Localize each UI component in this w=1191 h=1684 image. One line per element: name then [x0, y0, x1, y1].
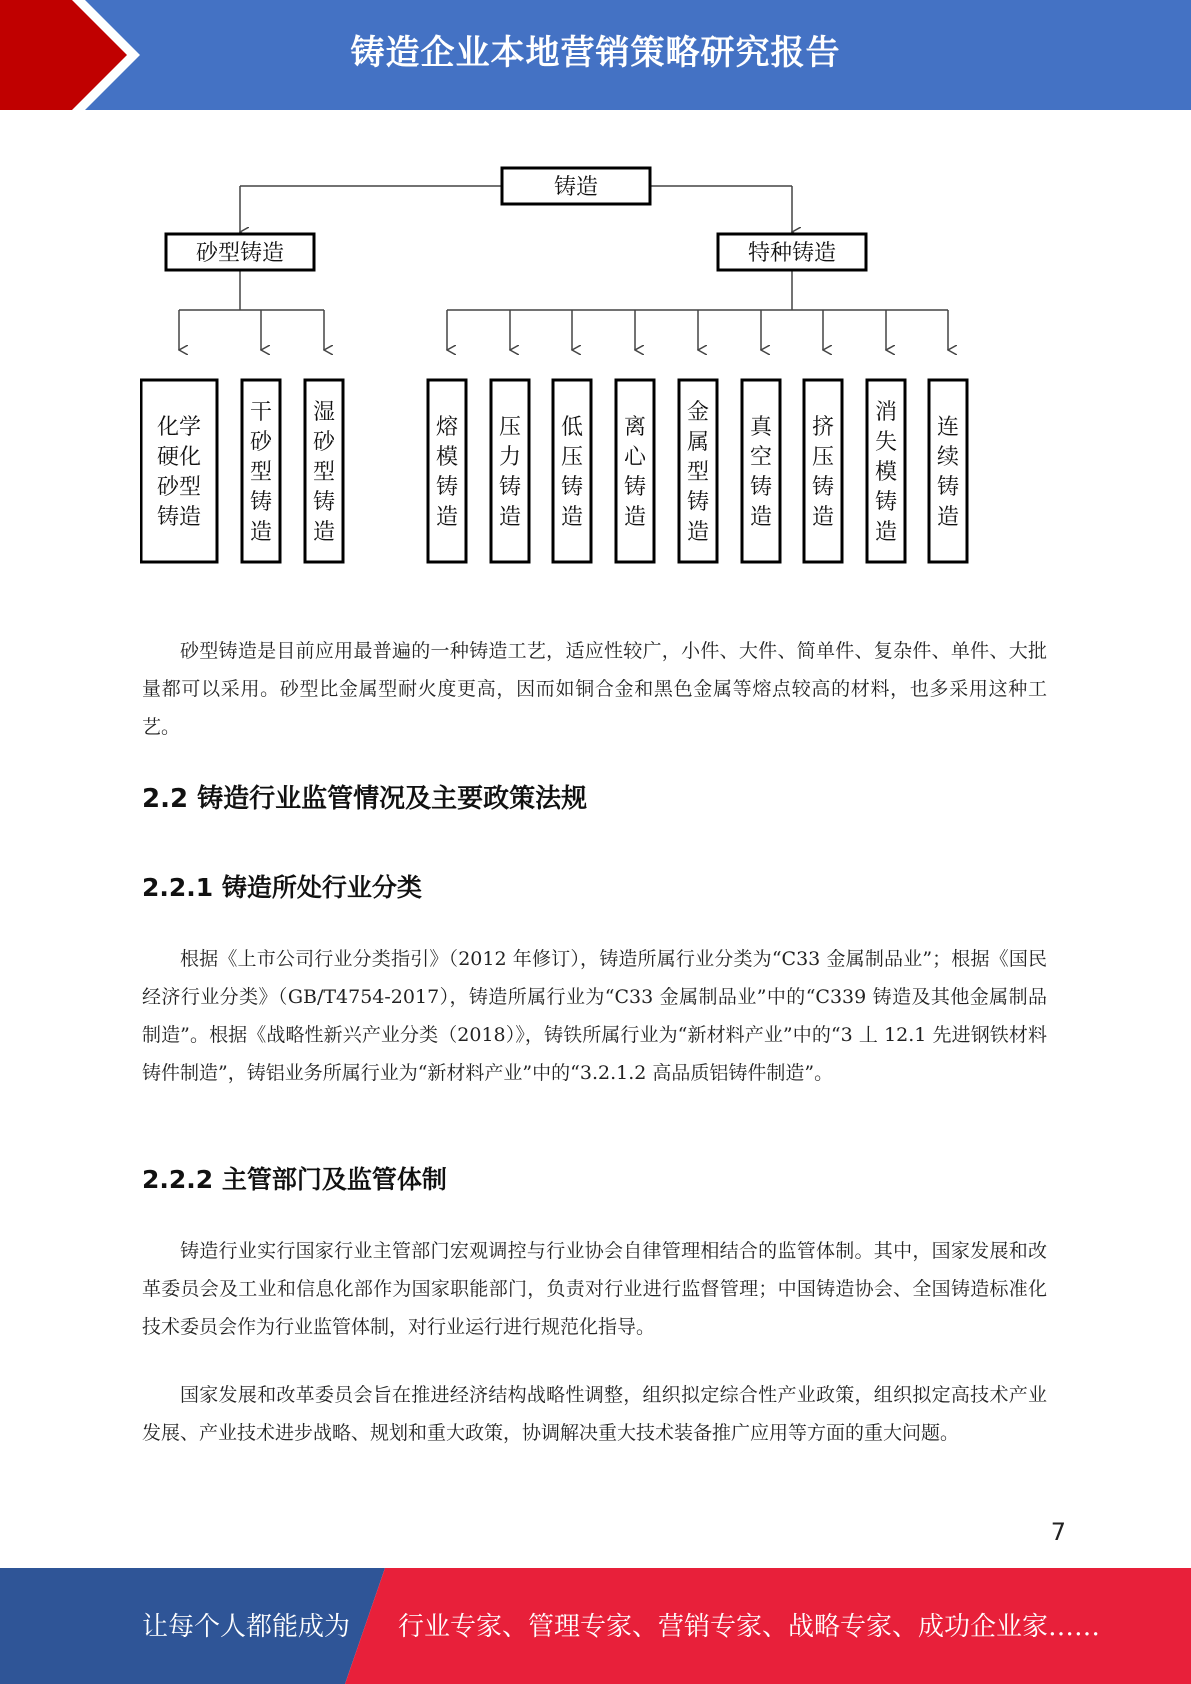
diagram-leaf-node-label-char: 铸	[623, 475, 647, 500]
page-header	[0, 0, 1191, 110]
diagram-leaf-node-label-char: 低	[560, 415, 584, 440]
footer-slogan-right: 行业专家、管理专家、营销专家、战略专家、成功企业家……	[398, 1612, 1101, 1642]
diagram-leaf-node-label-char: 砂	[249, 430, 273, 455]
diagram-leaf-node	[305, 380, 343, 562]
diagram-leaf-node	[616, 380, 654, 562]
diagram-root-node	[502, 168, 650, 204]
diagram-leaf-node-label-char: 造	[249, 520, 273, 545]
diagram-leaf-node-label-char: 压	[560, 445, 584, 470]
diagram-leaf-node-label-char: 熔	[435, 415, 459, 440]
page-number: 7	[1050, 1518, 1066, 1546]
diagram-leaf-node-label-char: 造	[312, 520, 336, 545]
diagram-leaf-node	[428, 380, 466, 562]
footer-slogan-left: 让每个人都能成为	[142, 1612, 351, 1642]
diagram-leaf-node-label-char: 铸	[811, 475, 835, 500]
paragraph-regulatory-system: 铸造行业实行国家行业主管部门宏观调控与行业协会自律管理相结合的监管体制。其中，国家发展和改革委员会及工业和信息化部作为国家职能部门，负责对行业进行监督管理；中国铸造协会、全国铸造标准化技术委员会作为行业监管体制，对行业运行进行规范化指导。	[142, 1240, 1047, 1338]
diagram-leaf-node-label-char: 铸	[560, 475, 584, 500]
report-title: 铸造企业本地营销策略研究报告	[350, 33, 841, 73]
diagram-branch-node-1	[166, 234, 314, 270]
diagram-leaf-node-label-char: 离	[623, 415, 647, 440]
diagram-leaf-node-label-char: 造	[686, 520, 710, 545]
diagram-leaf-node-label-char: 属	[686, 430, 710, 455]
diagram-leaf-node	[491, 380, 529, 562]
diagram-leaf-node	[679, 380, 717, 562]
diagram-leaf-node-label-char: 铸	[498, 475, 522, 500]
section-heading-2-2-2: 2.2.2 主管部门及监管体制	[142, 1165, 447, 1194]
diagram-leaf-node-label-char: 干	[249, 400, 273, 425]
section-heading-2-2-1: 2.2.1 铸造所处行业分类	[142, 873, 422, 902]
diagram-leaf-node-label-char: 模	[435, 445, 459, 470]
diagram-leaf-node-label-char: 造	[560, 505, 584, 530]
diagram-leaf-node-label-row: 铸造	[156, 505, 202, 530]
diagram-root-node-label: 铸造	[553, 175, 599, 200]
diagram-leaf-node-label-char: 空	[749, 445, 773, 470]
diagram-leaf-node	[742, 380, 780, 562]
diagram-leaf-node	[804, 380, 842, 562]
diagram-leaf-node-label-char: 金	[686, 400, 710, 425]
diagram-leaf-node	[929, 380, 967, 562]
diagram-leaf-node-label-char: 造	[811, 505, 835, 530]
diagram-leaf-node-label-char: 铸	[249, 490, 273, 515]
diagram-leaf-node-label-char: 造	[874, 520, 898, 545]
diagram-leaf-node-label-char: 型	[686, 460, 710, 485]
diagram-leaf-node-label-char: 铸	[435, 475, 459, 500]
diagram-leaf-node-label-row: 化学	[156, 415, 202, 440]
diagram-leaf-node-label-char: 铸	[686, 490, 710, 515]
diagram-leaf-node	[867, 380, 905, 562]
diagram-leaf-node-label-char: 铸	[749, 475, 773, 500]
diagram-leaf-node-label-char: 铸	[936, 475, 960, 500]
diagram-leaf-node-label-char: 造	[623, 505, 647, 530]
diagram-leaf-node-label-char: 真	[749, 415, 773, 440]
diagram-leaf-node-label-char: 型	[312, 460, 336, 485]
diagram-leaf-node-label-char: 造	[749, 505, 773, 530]
diagram-branch-node-1-label: 砂型铸造	[195, 241, 285, 266]
page-footer	[0, 1568, 1191, 1684]
diagram-leaf-node-label-char: 心	[623, 445, 647, 470]
diagram-leaf-node-label-char: 压	[498, 415, 522, 440]
diagram-leaf-node-label-char: 压	[811, 445, 835, 470]
paragraph-ndrc-role: 国家发展和改革委员会旨在推进经济结构战略性调整，组织拟定综合性产业政策，组织拟定高技术产业发展、产业技术进步战略、规划和重大政策，协调解决重大技术装备推广应用等方面的重大问题。	[142, 1384, 1047, 1444]
diagram-leaf-node-label-char: 续	[936, 445, 960, 470]
diagram-leaf-node	[553, 380, 591, 562]
diagram-leaf-node-label-char: 消	[874, 400, 898, 425]
diagram-leaf-node-label-char: 铸	[874, 490, 898, 515]
diagram-leaf-node-label-char: 湿	[312, 400, 336, 425]
diagram-leaf-node-label-row: 砂型	[156, 475, 202, 500]
section-heading-2-2: 2.2 铸造行业监管情况及主要政策法规	[142, 784, 588, 814]
diagram-leaf-node-label-char: 失	[874, 430, 898, 455]
paragraph-industry-classification: 根据《上市公司行业分类指引》（2012 年修订），铸造所属行业分类为“C33 金属制品业”；根据《国民经济行业分类》（GB/T4754-2017），铸造所属行业为“C33 金属制品业”中的“C339 铸造及其他金属制品制造”。根据《战略性新兴产业分类（2018）》，铸铁所属行业为“新材料产业”中的“3 丄 12.1 先进钢铁材料铸件制造”，铸铝业务所属行业为“新材料产业”中的“3.2.1.2 高品质铝铸件制造”。	[142, 948, 1047, 1084]
diagram-leaf-node-label-char: 砂	[312, 430, 336, 455]
diagram-leaf-node-label-char: 造	[435, 505, 459, 530]
diagram-leaf-node-label-char: 造	[936, 505, 960, 530]
diagram-branch-node-2	[718, 234, 866, 270]
diagram-leaf-node-label-char: 模	[874, 460, 898, 485]
diagram-leaf-node-label-char: 铸	[312, 490, 336, 515]
casting-classification-diagram	[140, 160, 1050, 600]
diagram-leaf-node-label-char: 型	[249, 460, 273, 485]
diagram-leaf-node-label-row: 硬化	[156, 445, 202, 470]
diagram-leaf-node-label-char: 力	[498, 445, 522, 470]
diagram-branch-node-2-label: 特种铸造	[747, 241, 837, 266]
diagram-leaf-node-label-char: 挤	[811, 415, 835, 440]
paragraph-sand-casting: 砂型铸造是目前应用最普遍的一种铸造工艺，适应性较广，小件、大件、简单件、复杂件、单件、大批量都可以采用。砂型比金属型耐火度更高，因而如铜合金和黑色金属等熔点较高的材料，也多采用这种工艺。	[142, 640, 1047, 738]
diagram-leaf-node-label-char: 连	[936, 415, 960, 440]
diagram-leaf-node	[242, 380, 280, 562]
diagram-leaf-node-label-char: 造	[498, 505, 522, 530]
diagram-leaf-node	[141, 380, 217, 562]
